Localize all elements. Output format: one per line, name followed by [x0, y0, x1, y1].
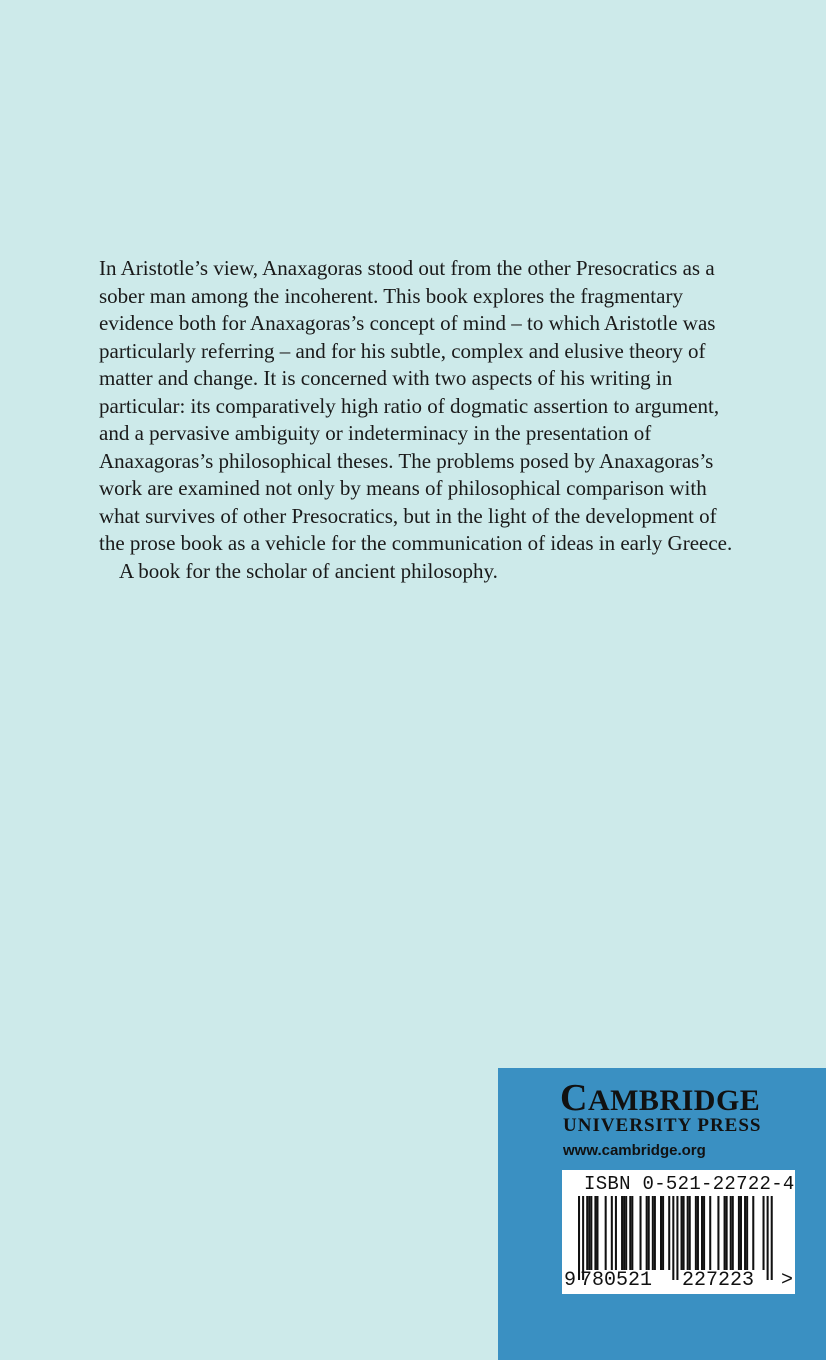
barcode-bar: [746, 1196, 748, 1270]
barcode-bar: [588, 1196, 590, 1270]
barcode-bar: [763, 1196, 765, 1270]
barcode-bar: [623, 1196, 625, 1270]
barcode-bar: [640, 1196, 642, 1270]
barcode-guard-bar: [582, 1196, 584, 1280]
blurb-line: Anaxagoras’s philosophical theses. The problems posed by Anaxagoras’s: [99, 448, 714, 473]
barcode-bar: [724, 1196, 726, 1270]
blurb-line: evidence both for Anaxagoras’s concept of mind – to which Aristotle was: [99, 311, 716, 335]
barcode-guard-bar: [672, 1196, 674, 1280]
isbn-barcode: [562, 1170, 795, 1294]
barcode-bar: [652, 1196, 654, 1270]
barcode-bar: [695, 1196, 697, 1270]
barcode-bar: [654, 1196, 656, 1270]
ean-quiet-zone-marker: >: [781, 1269, 794, 1292]
blurb-line: sober man among the incoherent. This book explores the fragmentary: [99, 283, 683, 308]
barcode-bar: [611, 1196, 613, 1270]
blurb-line: the prose book as a vehicle for the communication of ideas in early Greece.: [99, 531, 733, 555]
blurb-paragraph-1: [99, 255, 731, 558]
barcode-bar: [752, 1196, 754, 1270]
blurb-line: particularly referring – and for his subtle, complex and elusive theory of: [99, 338, 706, 363]
publisher-website: www.cambridge.org: [563, 1142, 706, 1159]
barcode-bar: [662, 1196, 664, 1270]
publisher-subtitle: UNIVERSITY PRESS: [563, 1115, 762, 1136]
barcode-bar: [615, 1196, 617, 1270]
barcode-bar: [726, 1196, 728, 1270]
blurb-line: and a pervasive ambiguity or indeterminacy in the presentation of: [99, 421, 652, 445]
barcode-bar: [740, 1196, 742, 1270]
ean-first-digit: 9: [564, 1269, 577, 1292]
barcode-guard-bar: [578, 1196, 580, 1280]
barcode-bar: [701, 1196, 703, 1270]
barcode-bar: [590, 1196, 592, 1270]
ean-left-digits: 780521: [580, 1269, 653, 1292]
barcode-bar: [697, 1196, 699, 1270]
barcode-bar: [689, 1196, 691, 1270]
ean-right-digits: 227223: [682, 1269, 755, 1292]
barcode-guard-bar: [771, 1196, 773, 1280]
barcode-bar: [594, 1196, 596, 1270]
barcode-bar: [621, 1196, 623, 1270]
barcode-bar: [605, 1196, 607, 1270]
barcode-bar: [703, 1196, 705, 1270]
blurb-line: matter and change. It is concerned with two aspects of his writing in: [99, 366, 673, 390]
barcode-bar: [687, 1196, 689, 1270]
blurb-line: what survives of other Presocratics, but in the light of the development of: [99, 503, 717, 528]
back-cover-blurb: [99, 255, 731, 585]
isbn-label: ISBN 0-521-22722-4: [584, 1173, 795, 1195]
publisher-name: [560, 1076, 760, 1120]
barcode-bar: [730, 1196, 732, 1270]
barcode-bar: [629, 1196, 631, 1270]
barcode-bar: [586, 1196, 588, 1270]
blurb-paragraph-2: A book for the scholar of ancient philosophy.: [119, 558, 498, 583]
publisher-name-initial: C: [560, 1077, 588, 1119]
barcode-bar: [709, 1196, 711, 1270]
barcode-bar: [631, 1196, 633, 1270]
barcode-bar: [717, 1196, 719, 1270]
barcode-bar: [738, 1196, 740, 1270]
barcode-guard-bar: [767, 1196, 769, 1280]
barcode-bar: [625, 1196, 627, 1270]
blurb-line: particular: its comparatively high ratio of dogmatic assertion to argument,: [99, 393, 720, 418]
barcode-bar: [596, 1196, 598, 1270]
barcode-bar: [648, 1196, 650, 1270]
publisher-name-rest: AMBRIDGE: [587, 1084, 761, 1117]
publisher-panel: [498, 1068, 826, 1360]
barcode-bar: [668, 1196, 670, 1270]
barcode-bar: [660, 1196, 662, 1270]
barcode-bar: [681, 1196, 683, 1270]
blurb-line: In Aristotle’s view, Anaxagoras stood out from the other Presocratics as a: [99, 256, 715, 280]
barcode-bar: [744, 1196, 746, 1270]
barcode-bar: [646, 1196, 648, 1270]
barcode-bar: [732, 1196, 734, 1270]
barcode-guard-bar: [676, 1196, 678, 1280]
blurb-line: work are examined not only by means of philosophical comparison with: [99, 476, 707, 500]
barcode-bar: [683, 1196, 685, 1270]
